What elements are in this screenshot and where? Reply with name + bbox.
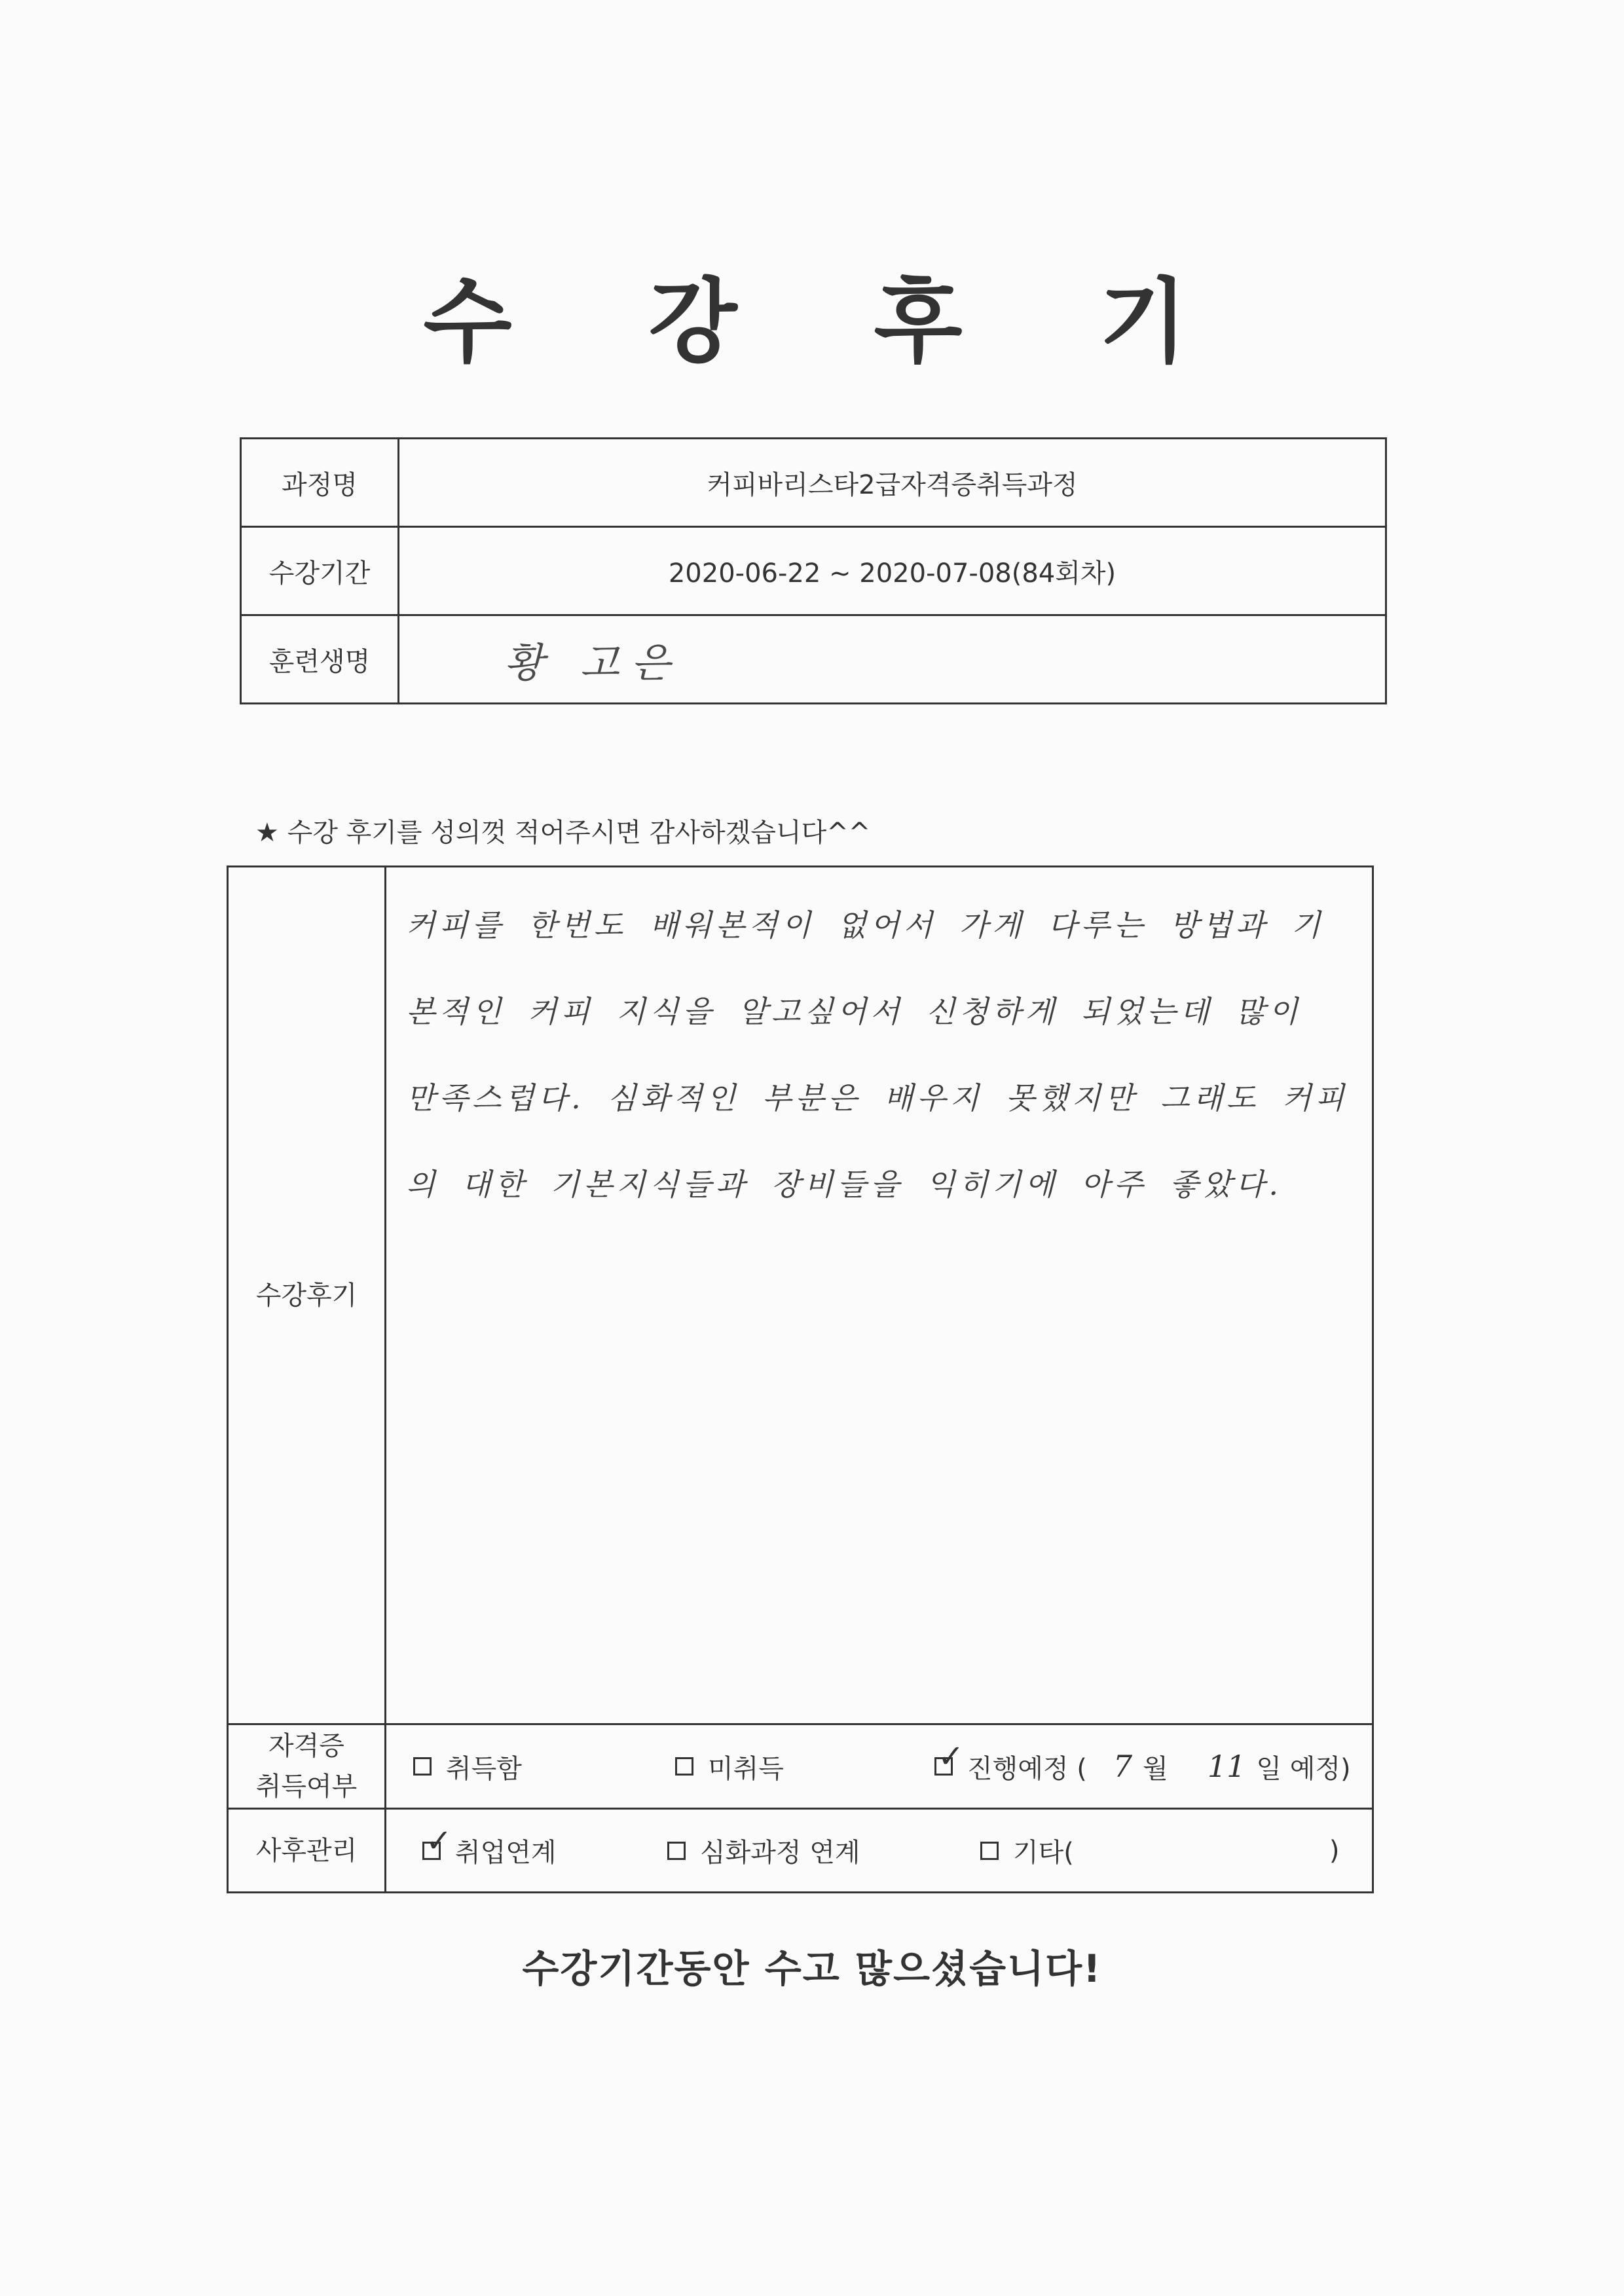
course-info-table (240, 437, 1387, 704)
option-other-close: ) (1329, 1835, 1340, 1866)
month-handwritten[interactable]: 7 (1113, 1749, 1133, 1784)
aftercare-row (228, 1809, 1373, 1893)
notice-text: ★ 수강 후기를 성의껏 적어주시면 감사하겠습니다^^ (255, 818, 871, 848)
option-not-acquired-label: 미취득 (708, 1753, 784, 1784)
certificate-label-line1: 자격증 (268, 1731, 344, 1761)
certificate-row (228, 1724, 1373, 1809)
checkbox-acquired[interactable] (413, 1757, 432, 1776)
certificate-label (228, 1724, 386, 1809)
trainee-row (241, 615, 1386, 704)
period-row (241, 527, 1386, 615)
checkbox-advanced-course[interactable] (667, 1842, 686, 1860)
option-other-label: 기타( (1013, 1838, 1074, 1868)
checkbox-job-link-checked[interactable] (422, 1842, 441, 1860)
review-handwritten-text: 커피를 한번도 배워본적이 없어서 가게 다루는 방법과 기본적인 커피 지식을 알고싶어서 신청하게 되었는데 많이 만족스럽다. 심화적인 부분은 배우지 못했지만 그래도 커피의 대한 기본지식들과 장비들을 익히기에 아주 좋았다. (406, 907, 1348, 1202)
period-value: 2020-06-22 ~ 2020-07-08(84회차) (399, 527, 1386, 615)
trainee-name-handwritten[interactable]: 황 고은 (399, 615, 1386, 704)
option-job-link-label: 취업연계 (455, 1838, 557, 1868)
option-advanced-course[interactable] (667, 1832, 980, 1869)
option-job-link[interactable] (422, 1832, 667, 1869)
trainee-label: 훈련생명 (241, 615, 399, 704)
option-other[interactable] (980, 1832, 1340, 1869)
certificate-options (386, 1724, 1373, 1809)
course-row (241, 439, 1386, 527)
option-not-acquired[interactable] (675, 1748, 934, 1785)
page-title: 수 강 후 기 (423, 269, 1240, 376)
option-advanced-course-label: 심화과정 연계 (700, 1838, 860, 1868)
checkbox-scheduled-checked[interactable] (934, 1757, 953, 1776)
day-handwritten[interactable]: 11 (1207, 1749, 1246, 1784)
aftercare-options (386, 1809, 1373, 1893)
checkbox-other[interactable] (980, 1842, 999, 1860)
checkbox-not-acquired[interactable] (675, 1757, 693, 1776)
option-scheduled[interactable] (934, 1748, 1351, 1785)
aftercare-label: 사후관리 (228, 1809, 386, 1893)
review-table (227, 866, 1374, 1893)
option-acquired[interactable] (413, 1748, 675, 1785)
certificate-label-line2: 취득여부 (255, 1772, 358, 1802)
option-acquired-label: 취득함 (446, 1753, 522, 1784)
period-label: 수강기간 (241, 527, 399, 615)
review-label: 수강후기 (228, 867, 386, 1724)
option-scheduled-label: 진행예정 ( (967, 1753, 1087, 1784)
day-unit: 일 예정) (1256, 1753, 1351, 1784)
closing-message: 수강기간동안 수고 많으셨습니다! (522, 1946, 1102, 1991)
course-value: 커피바리스타2급자격증취득과정 (399, 439, 1386, 527)
review-row (228, 867, 1373, 1724)
month-unit: 월 (1143, 1753, 1168, 1784)
review-body[interactable] (386, 867, 1373, 1724)
course-label: 과정명 (241, 439, 399, 527)
